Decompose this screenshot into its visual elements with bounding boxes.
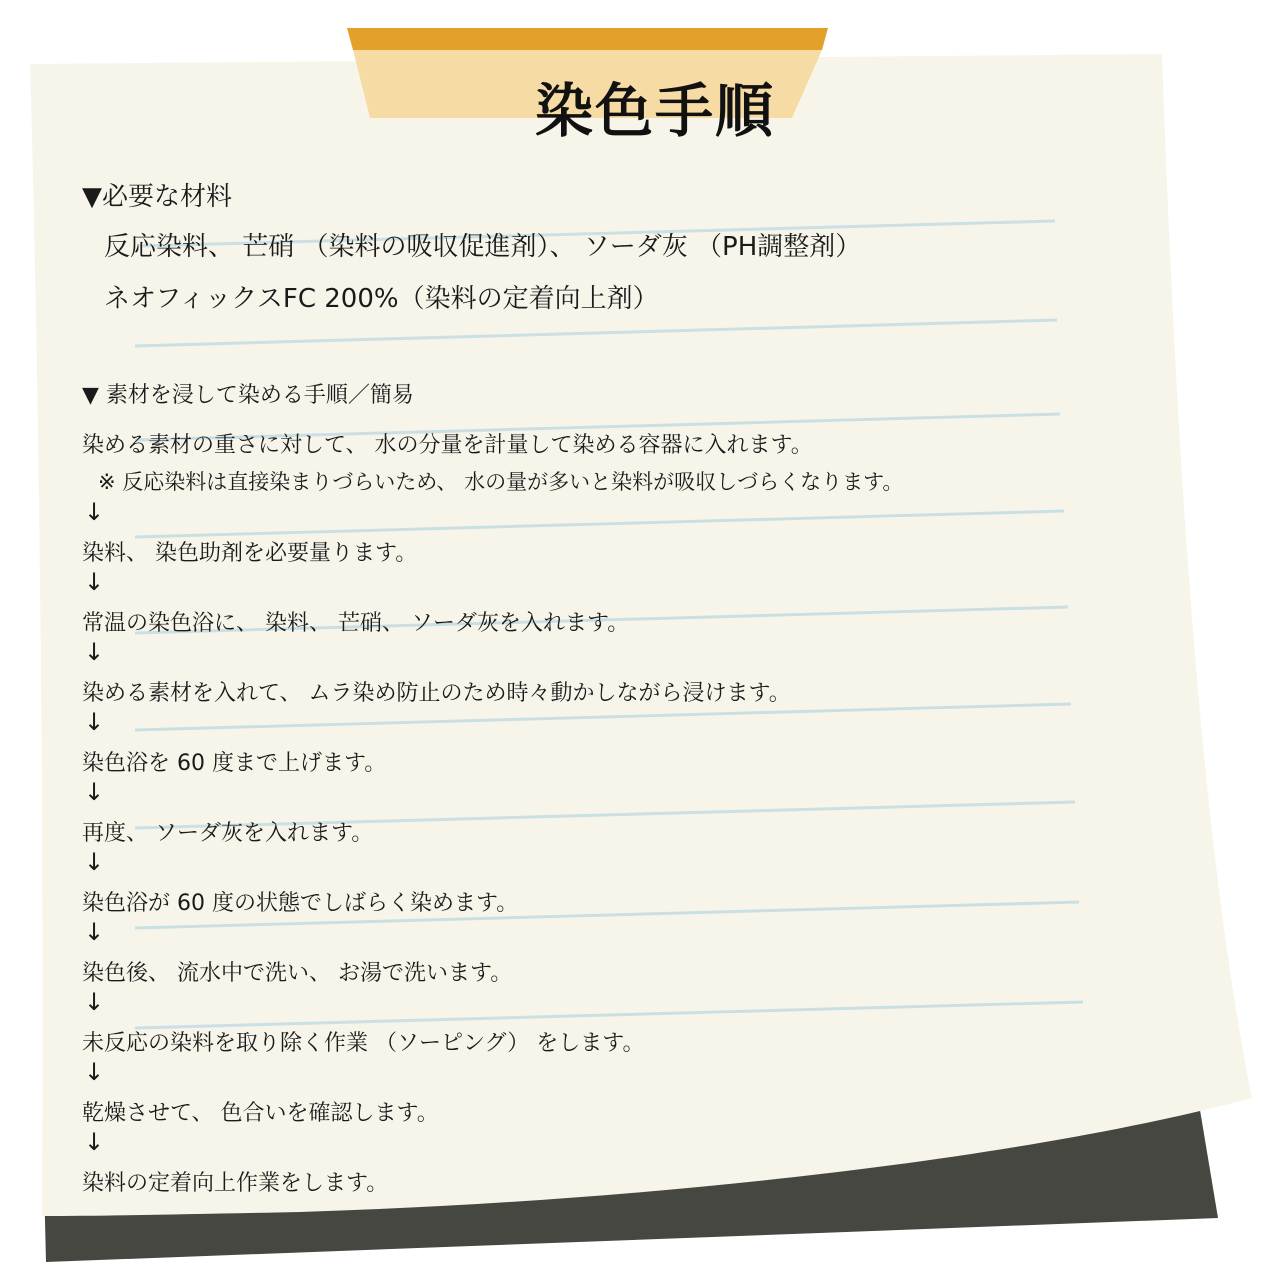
- procedure-step-9: 乾燥させて、 色合いを確認します。: [82, 1101, 439, 1126]
- step-arrow: ↓: [84, 498, 105, 526]
- step-arrow: ↓: [84, 568, 105, 596]
- procedure-intro: 染める素材の重さに対して、 水の分量を計量して染める容器に入れます。: [82, 433, 813, 458]
- procedure-step-3: 染める素材を入れて、 ムラ染め防止のため時々動かしながら浸けます。: [82, 681, 791, 706]
- procedure-step-1: 染料、 染色助剤を必要量ります。: [82, 541, 418, 566]
- step-arrow: ↓: [84, 1128, 105, 1156]
- procedure-step-5: 再度、 ソーダ灰を入れます。: [82, 821, 374, 846]
- procedure-step-10: 染料の定着向上作業をします。: [82, 1171, 389, 1196]
- procedure-step-8: 未反応の染料を取り除く作業 （ソーピング） をします。: [82, 1031, 645, 1056]
- step-arrow: ↓: [84, 708, 105, 736]
- materials-line-2: ネオフィックスFC 200%（染料の定着向上剤）: [104, 284, 659, 314]
- tape-top-band: [347, 28, 828, 50]
- step-arrow: ↓: [84, 988, 105, 1016]
- procedure-note: ※ 反応染料は直接染まりづらいため、 水の量が多いと染料が吸収しづらくなります。: [98, 470, 904, 494]
- procedure-heading: ▼ 素材を浸して染める手順／簡易: [82, 383, 414, 408]
- procedure-step-4: 染色浴を 60 度まで上げます。: [82, 751, 387, 776]
- procedure-step-7: 染色後、 流水中で洗い、 お湯で洗います。: [82, 961, 513, 986]
- materials-heading: ▼必要な材料: [82, 182, 232, 212]
- procedure-step-2: 常温の染色浴に、 染料、 芒硝、 ソーダ灰を入れます。: [82, 611, 630, 636]
- page-title: 染色手順: [534, 77, 775, 145]
- step-arrow: ↓: [84, 918, 105, 946]
- procedure-step-6: 染色浴が 60 度の状態でしばらく染めます。: [82, 891, 519, 916]
- step-arrow: ↓: [84, 848, 105, 876]
- step-arrow: ↓: [84, 638, 105, 666]
- step-arrow: ↓: [84, 1058, 105, 1086]
- step-arrow: ↓: [84, 778, 105, 806]
- materials-line-1: 反応染料、 芒硝 （染料の吸収促進剤）、 ソーダ灰 （PH調整剤）: [104, 232, 862, 262]
